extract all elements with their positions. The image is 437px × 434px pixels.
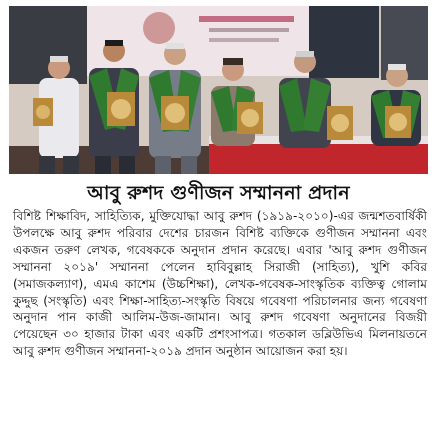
award-ceremony-photo <box>9 6 428 174</box>
body-paragraph: বিশিষ্ট শিক্ষাবিদ, সাহিত্যিক, মুক্তিযোদ্ধা আবু রুশদ (১৯১৯-২০১০)-এর জন্মশতবার্ষিকী উপলক্ষে আবু রুশদ পরিবার দেশের চারজন বিশিষ্ট ব্যক্তিকে গুণীজন সম্মাননা এবং একজন তরুণ লেখক, গবেষককে অনুদান প্রদান করেছে। এবার 'আবু রুশদ গুণীজন সম্মাননা ২০১৯' সম্মাননা পেলেন হাবিবুল্লাহ সিরাজী (সাহিত্য), খুশি কবির (সমাজকল্যাণ), এমএ কাশেম (উচ্চশিক্ষা), লেখক-গবেষক-সাংস্কৃতিক ব্যক্তিত্ব গোলাম কুদ্দুছ (সংস্কৃতি) এবং শিক্ষা-সাহিত্য-সংস্কৃতি বিষয়ে গবেষণা পরিচালনার জন্য গবেষণা অনুদান পান কাজী আলিম-উজ-জামান। আবু রুশদ গবেষণা অনুদানের বিজয়ী পেয়েছেন ৩০ হাজার টাকা এবং একটি প্রশংসাপত্র। গতকাল ডব্লিউভিএ মিলনায়তনে আবু রুশদ গুণীজন সম্মাননা-২০১৯ প্রদান অনুষ্ঠান আয়োজন করা হয়। <box>13 209 427 359</box>
headline: আবু রুশদ গুণীজন সম্মাননা প্রদান <box>87 182 350 204</box>
article-body <box>13 208 427 360</box>
